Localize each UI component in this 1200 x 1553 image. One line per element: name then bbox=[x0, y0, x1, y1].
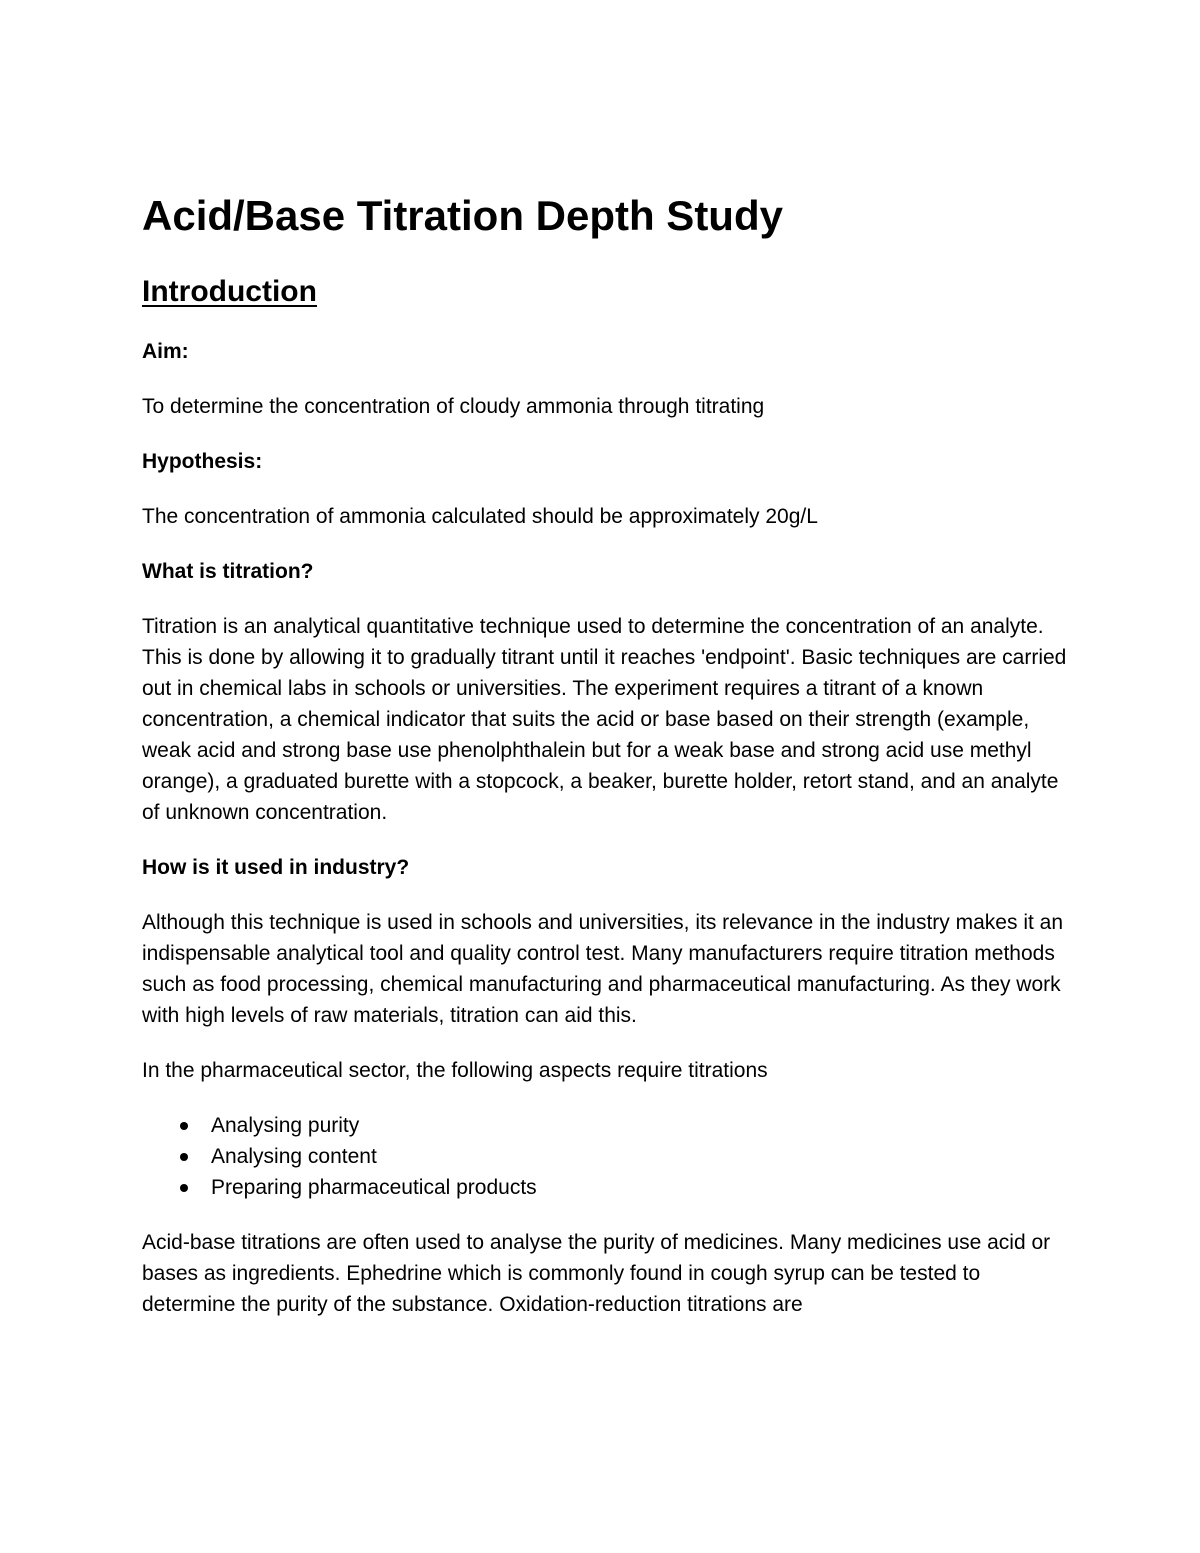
aim-label: Aim: bbox=[142, 340, 189, 363]
document-body bbox=[142, 188, 1072, 1320]
what-is-titration-label: What is titration? bbox=[142, 560, 314, 583]
list-item bbox=[142, 1172, 1072, 1203]
list-item-text: Preparing pharmaceutical products bbox=[211, 1176, 537, 1199]
industry-label: How is it used in industry? bbox=[142, 856, 410, 879]
what-is-titration-text: Titration is an analytical quantitative technique used to determine the concentration of an analyte. This is done by allowing it to gradually titrant until it reaches 'endpoint'. Basic techniques are carried out in chemical labs in schools or universities. The experiment requires a titrant of a known concentration, a chemical indicator that suits the acid or base based on their strength (example, weak acid and strong base use phenolphthalein but for a weak base and strong acid use methyl orange), a graduated burette with a stopcock, a beaker, burette holder, retort stand, and an analyte of unknown concentration. bbox=[142, 615, 1067, 824]
bullet-icon bbox=[180, 1153, 188, 1161]
list-item-text: Analysing purity bbox=[211, 1114, 360, 1137]
bullet-icon bbox=[180, 1184, 188, 1192]
document-title: Acid/Base Titration Depth Study bbox=[142, 192, 783, 239]
pharma-aspects-list bbox=[142, 1110, 1072, 1203]
list-item-text: Analysing content bbox=[211, 1145, 377, 1168]
industry-paragraph-2: In the pharmaceutical sector, the following aspects require titrations bbox=[142, 1059, 768, 1082]
section-heading-introduction: Introduction bbox=[142, 275, 317, 308]
bullet-icon bbox=[180, 1122, 188, 1130]
list-item bbox=[142, 1141, 1072, 1172]
aim-text: To determine the concentration of cloudy ammonia through titrating bbox=[142, 395, 765, 418]
hypothesis-text: The concentration of ammonia calculated should be approximately 20g/L bbox=[142, 505, 818, 528]
industry-paragraph-1: Although this technique is used in schools and universities, its relevance in the industry makes it an indispensable analytical tool and quality control test. Many manufacturers require titration methods such as food processing, chemical manufacturing and pharmaceutical manufacturing. As they work with high levels of raw materials, titration can aid this. bbox=[142, 911, 1064, 1027]
industry-paragraph-3: Acid-base titrations are often used to analyse the purity of medicines. Many medicines use acid or bases as ingredients. Ephedrine which is commonly found in cough syrup can be tested to determine the purity of the substance. Oxidation-reduction titrations are bbox=[142, 1231, 1051, 1316]
hypothesis-label: Hypothesis: bbox=[142, 450, 263, 473]
list-item bbox=[142, 1110, 1072, 1141]
